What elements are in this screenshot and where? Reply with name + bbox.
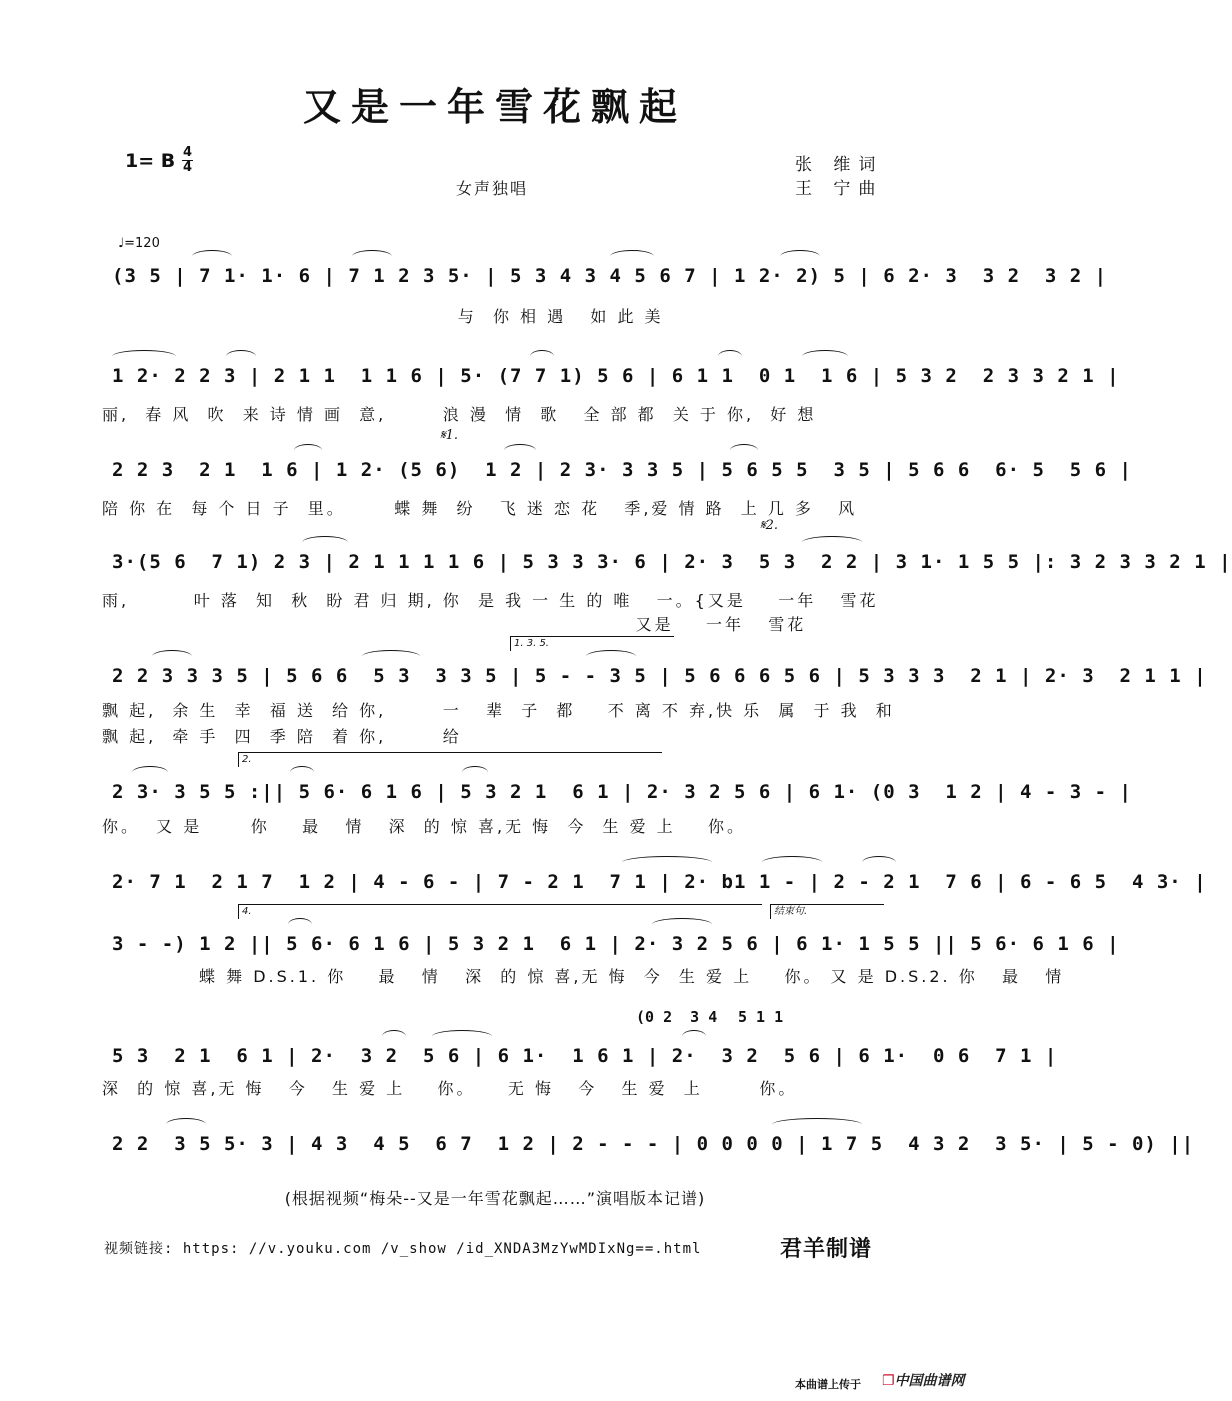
slur [772, 1118, 862, 1131]
volta-bracket-2: 2. [238, 752, 662, 767]
segno-1-mark: 𝄋1. [440, 428, 458, 443]
slur [462, 766, 488, 779]
volta-bracket-ending: 结束句. [770, 904, 884, 919]
lyrics-line: 丽, 春 风 吹 来 诗 情 画 意, 浪 漫 情 歌 全 部 都 关 于 你, 好 想 [102, 405, 817, 424]
slur [762, 856, 822, 869]
score-system-2 [112, 356, 1120, 396]
lyrics-line: 你。 又 是 你 最 情 深 的 惊 喜,无 悔 今 生 爱 上 你。 [102, 817, 747, 836]
score-system-8 [112, 924, 1120, 964]
meter-top: 4 [182, 145, 193, 160]
lyrics-line: 蝶 舞 D.S.1. 你 最 情 深 的 惊 喜,无 悔 今 生 爱 上 你。 又 是 D.S.2. 你 最 情 [102, 967, 1065, 986]
system-notes: (3 5 | 7 1· 1· 6 | 7 1 2 3 5· | 5 3 4 3 4 5 6 7 | 1 2· 2) 5 | 6 2· 3 3 2 3 2 | [112, 265, 1108, 287]
system-notes: 1 2· 2 2 3 | 2 1 1 1 1 6 | 5· (7 7 1) 5 6 | 6 1 1 0 1 1 6 | 5 3 2 2 3 3 2 1 | [112, 365, 1120, 387]
slur [862, 856, 896, 869]
slur [352, 250, 392, 263]
video-link[interactable]: 视频链接: https: //v.youku.com /v_show /id_XNDA3MzYwMDIxNg==.html [104, 1241, 702, 1257]
score-system-7 [112, 862, 1207, 902]
score-system-9 [112, 1036, 1058, 1076]
system-notes: 2 3· 3 5 5 :|| 5 6· 6 1 6 | 5 3 2 1 6 1 | 2· 3 2 5 6 | 6 1· (0 3 1 2 | 4 - 3 - | [112, 781, 1132, 803]
slur [718, 350, 742, 363]
slur [294, 444, 322, 457]
slur [622, 856, 712, 869]
segno-2-mark: 𝄋2. [760, 518, 778, 533]
tempo-mark: ♩=120 [118, 236, 160, 251]
slur [682, 1030, 706, 1043]
slur [112, 350, 176, 363]
slur [530, 350, 554, 363]
slur [192, 250, 232, 263]
lyrics-line-verse-2: 飘 起, 牵 手 四 季 陪 着 你, 给 [102, 727, 462, 746]
performance-note: 女声独唱 [456, 179, 529, 198]
score-system-1 [112, 256, 1108, 296]
system-notes: 2 2 3 2 1 1 6 | 1 2· (5 6) 1 2 | 2 3· 3 3 5 | 5 6 5 5 3 5 | 5 6 6 6· 5 5 6 | [112, 459, 1132, 481]
slur [802, 350, 848, 363]
slur [586, 650, 636, 663]
alt-notes-b: 5 1 1 [738, 1008, 784, 1026]
score-system-4 [112, 542, 1232, 582]
lyrics-line: 与 你 相 遇 如 此 美 [102, 307, 664, 326]
system-notes: 2 2 3 3 3 5 | 5 6 6 5 3 3 3 5 | 5 - - 3 5 | 5 6 6 6 5 6 | 5 3 3 3 2 1 | 2· 3 2 1 1 | [112, 665, 1207, 687]
volta-bracket-4: 4. [238, 904, 762, 919]
slur [802, 536, 862, 549]
slur [166, 1118, 206, 1131]
score-system-3 [112, 450, 1132, 490]
slur [362, 650, 420, 663]
score-system-6 [112, 772, 1132, 812]
score-system-5 [112, 656, 1207, 696]
time-signature [182, 146, 193, 175]
lyrics-line: 深 的 惊 喜,无 悔 今 生 爱 上 你。 无 悔 今 生 爱 上 你。 [102, 1079, 798, 1098]
slur [302, 536, 348, 549]
slur [504, 444, 536, 457]
system-notes: 3 - -) 1 2 || 5 6· 6 1 6 | 5 3 2 1 6 1 | 2· 3 2 5 6 | 6 1· 1 5 5 || 5 6· 6 1 6 | [112, 933, 1120, 955]
slur [432, 1030, 492, 1043]
lyrics-line-verse-2: 又是 一年 雪花 [102, 615, 807, 634]
volta-bracket-1-3-5: 1. 3. 5. [510, 636, 674, 651]
alt-notes-a: (0 2 3 4 [636, 1008, 718, 1026]
meter-bottom: 4 [182, 160, 193, 175]
score-system-10 [112, 1124, 1195, 1164]
lyrics-line-verse-1: 雨, 叶 落 知 秋 盼 君 归 期, 你 是 我 一 生 的 唯 一。{又是 一年 雪花 [102, 591, 879, 610]
system-notes: 2 2 3 5 5· 3 | 4 3 4 5 6 7 1 2 | 2 - - - | 0 0 0 0 | 1 7 5 4 3 2 3 5· | 5 - 0) || [112, 1133, 1195, 1155]
slur [290, 766, 314, 779]
slur [780, 250, 820, 263]
source-note: (根据视频“梅朵--又是一年雪花飘起……”演唱版本记谱) [284, 1189, 706, 1208]
lyricist-credit: 张 维词 [795, 155, 884, 175]
site-name: 中国曲谱网 [894, 1373, 965, 1389]
upload-note: 本曲谱上传于 [795, 1378, 861, 1391]
arranger-seal: 君羊制谱 [780, 1236, 873, 1262]
system-notes: 3·(5 6 7 1) 2 3 | 2 1 1 1 1 6 | 5 3 3 3· 6 | 2· 3 5 3 2 2 | 3 1· 1 5 5 |: 3 2 3 3 2 1 | [112, 551, 1232, 573]
slur [132, 766, 168, 779]
slur [610, 250, 654, 263]
slur [152, 650, 192, 663]
slur [730, 444, 758, 457]
slur [652, 918, 712, 931]
slur [382, 1030, 406, 1043]
slur [226, 350, 256, 363]
composer-credit: 王 宁曲 [795, 179, 884, 199]
key-signature: 1= B [125, 150, 176, 172]
lyrics-line-verse-1: 飘 起, 余 生 幸 福 送 给 你, 一 辈 子 都 不 离 不 弃,快 乐 属 于 我 和 [102, 701, 895, 720]
system-notes: 5 3 2 1 6 1 | 2· 3 2 5 6 | 6 1· 1 6 1 | 2· 3 2 5 6 | 6 1· 0 6 7 1 | [112, 1045, 1058, 1067]
slur [288, 918, 312, 931]
page-title: 又是一年雪花飘起 [302, 84, 687, 129]
site-logo[interactable]: ❐中国曲谱网 [882, 1373, 965, 1389]
system-notes: 2· 7 1 2 1 7 1 2 | 4 - 6 - | 7 - 2 1 7 1 | 2· b1 1 - | 2 - 2 1 7 6 | 6 - 6 5 4 3· | [112, 871, 1207, 893]
lyrics-line: 陪 你 在 每 个 日 子 里。 蝶 舞 纷 飞 迷 恋 花 季,爱 情 路 上 几 多 风 [102, 499, 858, 518]
